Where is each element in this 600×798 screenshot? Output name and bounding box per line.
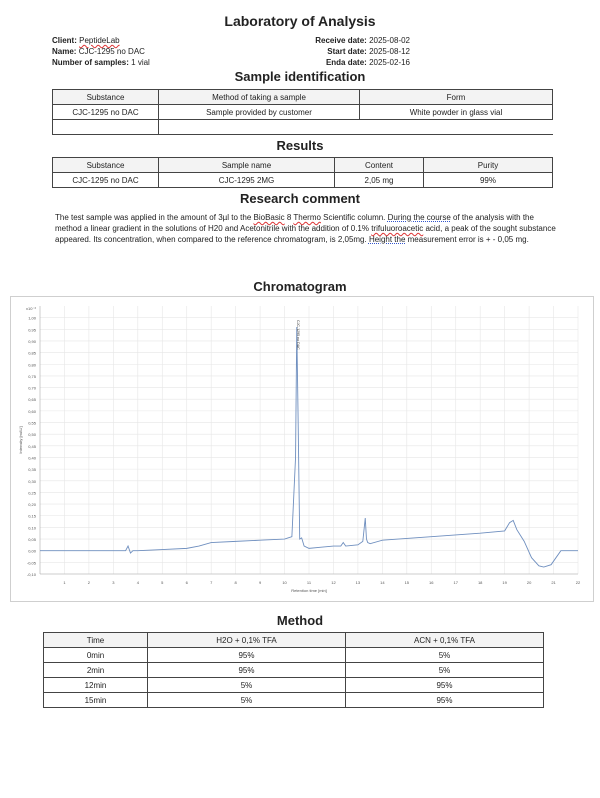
start-value: 2025-08-12: [369, 47, 410, 56]
comment-text: Thermo: [293, 213, 321, 222]
table-cell: 95%: [148, 648, 346, 663]
x-tick-label: 2: [87, 580, 91, 585]
y-tick-label: 0,75: [28, 373, 36, 379]
table-cell: 15min: [44, 693, 148, 708]
chart-frame: [11, 297, 594, 602]
y-axis-label: Intensity [mAU]: [18, 426, 23, 454]
header-cell: H2O + 0,1% TFA: [148, 633, 346, 648]
page-title: Laboratory of Analysis: [224, 13, 376, 29]
y-tick-label: 0,70: [28, 385, 36, 391]
x-tick-label: 22: [575, 580, 581, 585]
samples-label: Number of samples:: [52, 58, 129, 67]
y-scale-note: x10⁻³: [26, 306, 36, 311]
table-cell: [159, 120, 553, 135]
table-cell: 99%: [424, 173, 553, 188]
comment-text: 8: [284, 213, 294, 222]
y-tick-label: 0,05: [28, 537, 36, 543]
table-row: [44, 693, 544, 708]
x-tick-label: 13: [355, 580, 361, 585]
y-tick-label: 0,55: [28, 420, 36, 426]
header-cell: Purity: [424, 158, 553, 173]
x-tick-label: 6: [185, 580, 188, 585]
research-comment-title: Research comment: [240, 191, 360, 206]
y-tick-label: -0,05: [26, 560, 36, 566]
table-cell: 2,05 mg: [335, 173, 424, 188]
y-tick-label: 0,30: [28, 478, 36, 484]
y-tick-label: 0,15: [28, 513, 36, 519]
results-table: [52, 157, 553, 188]
y-tick-label: -0,10: [26, 572, 36, 577]
table-cell: CJC-1295 2MG: [159, 173, 335, 188]
x-tick-label: 9: [258, 580, 262, 585]
x-tick-label: 8: [234, 580, 237, 585]
peak-annotation: CJC-1295 no DAC: [295, 319, 300, 350]
header-cell: Sample name: [159, 158, 335, 173]
x-tick-label: 12: [331, 580, 336, 585]
x-tick-label: 10: [282, 580, 287, 585]
y-tick-label: 0,20: [28, 502, 36, 508]
header-cell: Method of taking a sample: [159, 90, 360, 105]
y-tick-label: 0,90: [28, 338, 36, 344]
x-tick-label: 5: [161, 580, 164, 585]
samples-value: 1 vial: [131, 58, 150, 67]
table-cell: Sample provided by customer: [159, 105, 360, 120]
table-cell: 95%: [346, 678, 544, 693]
table-cell: 95%: [346, 693, 544, 708]
x-tick-label: 4: [136, 580, 139, 585]
method-title: Method: [276, 613, 324, 628]
x-axis-label: Retention time [min]: [291, 588, 327, 593]
header-cell: Content: [335, 158, 424, 173]
y-tick-label: 0,50: [28, 432, 36, 438]
comment-text: measurement error is + - 0,05 mg.: [405, 235, 529, 244]
method-table: [43, 632, 544, 708]
name-value: CJC-1295 no DAC: [78, 47, 145, 56]
table-row: [44, 663, 544, 678]
x-tick-label: 16: [429, 580, 434, 585]
x-tick-label: 7: [210, 580, 213, 585]
comment-text: Scientific column.: [320, 213, 388, 222]
header-cell: ACN + 0,1% TFA: [346, 633, 544, 648]
table-header-row: [53, 90, 553, 105]
comment-text: The test sample was applied in the amount of 3µl to the: [55, 213, 254, 222]
x-tick-label: 21: [551, 580, 556, 585]
client-info: [52, 35, 252, 68]
table-row-empty: [53, 120, 553, 135]
comment-text: Height the: [368, 235, 406, 244]
chromatogram-title: Chromatogram: [253, 279, 347, 294]
table-row: [53, 105, 553, 120]
y-tick-label: 0,95: [28, 327, 36, 333]
y-tick-label: 0,60: [28, 408, 36, 414]
table-cell: White powder in glass vial: [360, 105, 553, 120]
x-tick-label: 19: [502, 580, 507, 585]
x-tick-label: 15: [404, 580, 410, 585]
y-tick-label: 0,10: [28, 525, 36, 531]
x-tick-label: 18: [477, 580, 483, 585]
y-tick-label: 0,40: [28, 455, 36, 461]
table-cell: 12min: [44, 678, 148, 693]
table-cell: [53, 120, 159, 135]
table-cell: 5%: [346, 663, 544, 678]
x-tick-label: 11: [306, 580, 312, 585]
table-cell: CJC-1295 no DAC: [53, 105, 159, 120]
y-tick-label: 0,65: [28, 397, 36, 403]
table-cell: 5%: [148, 678, 346, 693]
date-info: [300, 35, 410, 68]
comment-text: During the course: [387, 213, 451, 222]
y-tick-label: 0,00: [28, 548, 36, 554]
y-tick-label: 1,00: [28, 315, 36, 321]
receive-value: 2025-08-02: [369, 36, 410, 45]
table-header-row: [44, 633, 544, 648]
table-cell: 0min: [44, 648, 148, 663]
end-label: Enda date:: [325, 58, 367, 67]
x-tick-label: 20: [526, 580, 532, 585]
x-tick-label: 14: [380, 580, 385, 585]
results-title: Results: [276, 138, 324, 153]
sample-identification-table: [52, 89, 553, 135]
chromatogram-chart: [10, 296, 594, 602]
comment-text: acid, a peak of the sought substance appeared. Its concentration, when compared to the reference chromatogram, is 2,05mg.: [55, 224, 556, 244]
end-value: 2025-02-16: [369, 58, 410, 67]
header-cell: Form: [360, 90, 553, 105]
table-row: [44, 678, 544, 693]
client-label: Client:: [52, 36, 77, 45]
header-cell: Substance: [53, 158, 159, 173]
header-cell: Time: [44, 633, 148, 648]
comment-text: of the analysis with the method a linear gradient in the solutions of H20 and Acetonitrile with the addition of 0.1%: [55, 213, 534, 233]
y-tick-label: 0,85: [28, 350, 36, 356]
comment-text: trifuluoroacetic: [371, 224, 424, 233]
table-cell: CJC-1295 no DAC: [53, 173, 159, 188]
table-header-row: [53, 158, 553, 173]
name-label: Name:: [52, 47, 77, 56]
y-tick-label: 0,80: [28, 362, 36, 368]
start-label: Start date:: [327, 47, 367, 56]
table-row: [44, 648, 544, 663]
sample-identification-title: Sample identification: [234, 69, 366, 84]
x-tick-label: 1: [63, 580, 66, 585]
header-cell: Substance: [53, 90, 159, 105]
comment-text: BioBasic: [253, 213, 285, 222]
table-cell: 2min: [44, 663, 148, 678]
table-cell: 95%: [148, 663, 346, 678]
table-cell: 5%: [148, 693, 346, 708]
x-tick-label: 3: [112, 580, 115, 585]
table-row: [53, 173, 553, 188]
research-comment-text: [55, 212, 560, 245]
receive-label: Receive date:: [315, 36, 367, 45]
y-tick-label: 0,25: [28, 490, 36, 496]
y-tick-label: 0,35: [28, 467, 36, 473]
client-value: PeptideLab: [79, 36, 120, 45]
y-tick-label: 0,45: [28, 443, 36, 449]
table-cell: 5%: [346, 648, 544, 663]
x-tick-label: 17: [453, 580, 458, 585]
